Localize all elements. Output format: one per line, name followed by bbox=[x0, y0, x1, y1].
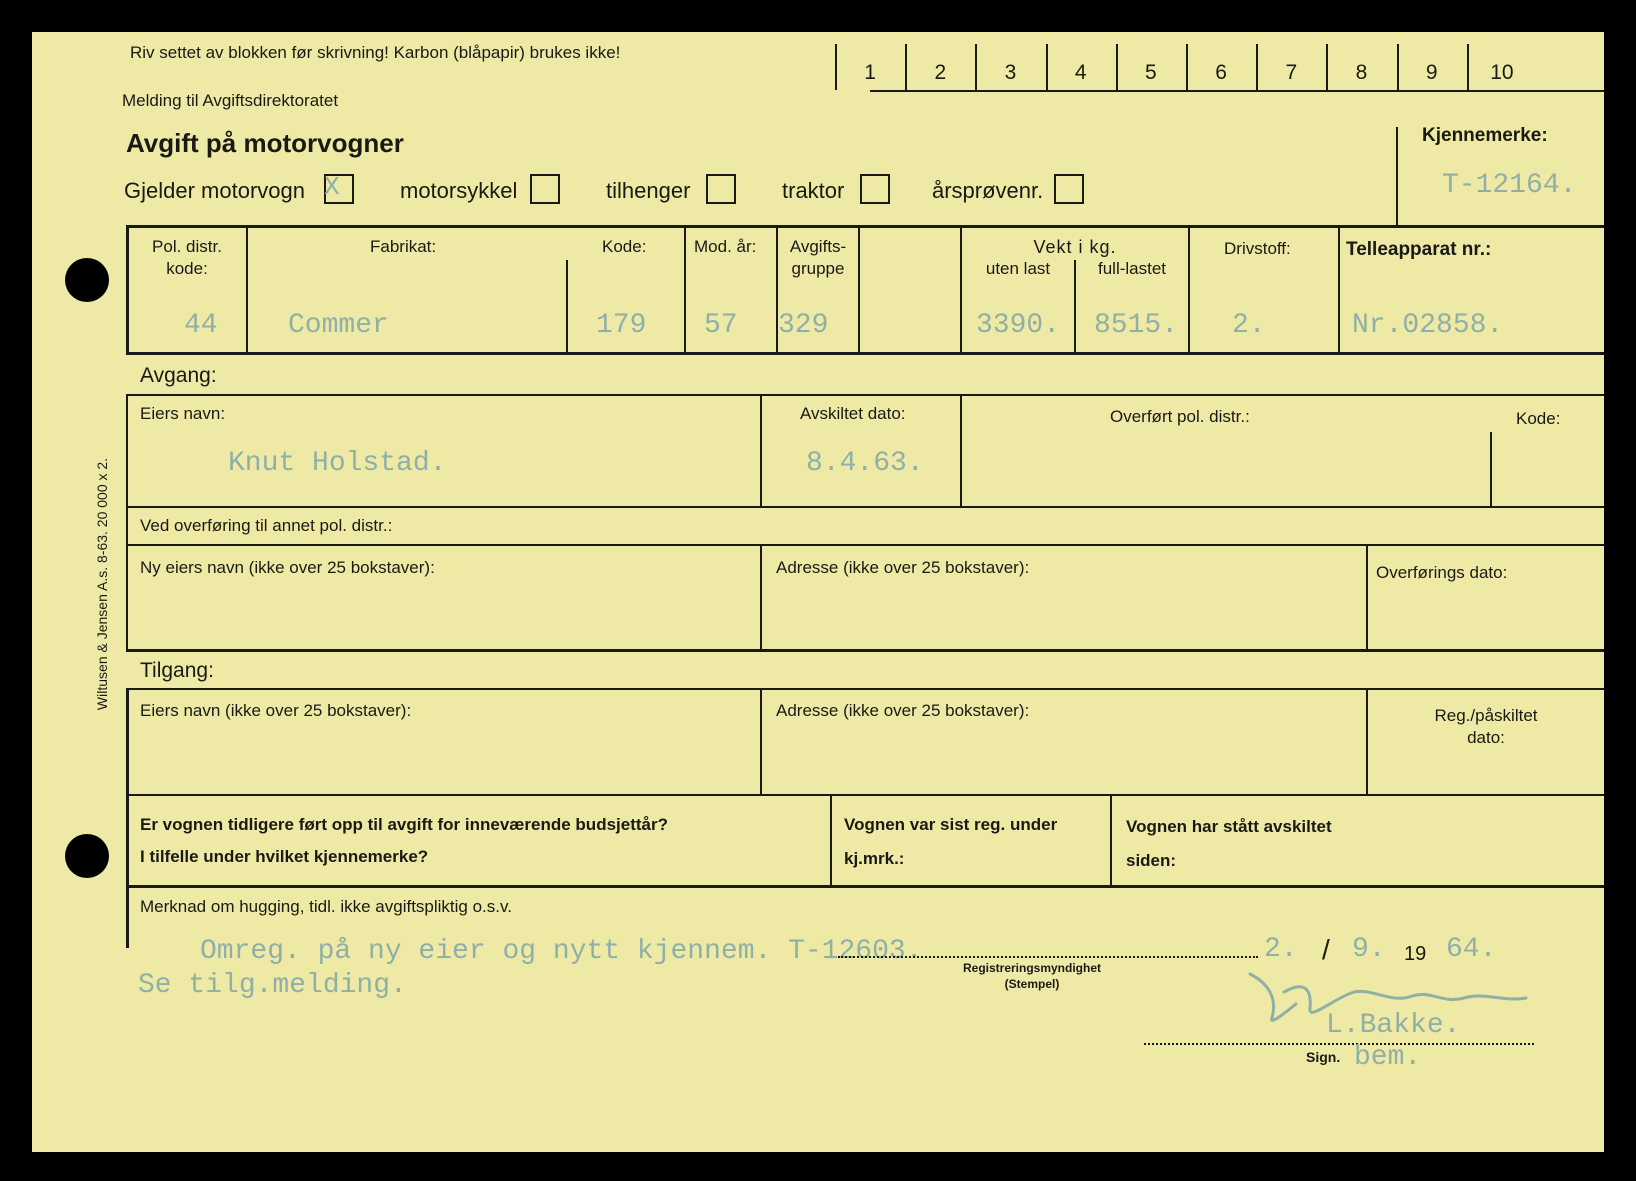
date-day: 2. bbox=[1264, 934, 1298, 965]
mod-value: 57 bbox=[704, 310, 738, 341]
tilhenger-label: tilhenger bbox=[606, 178, 691, 203]
number-cell: 4 bbox=[1074, 61, 1087, 84]
number-cell: 9 bbox=[1425, 61, 1438, 84]
number-cell: 10 bbox=[1490, 61, 1514, 84]
merknad-label: Merknad om hugging, tidl. ikke avgiftspliktig o.s.v. bbox=[140, 897, 512, 916]
date-year: 64. bbox=[1446, 934, 1497, 965]
avgang-adresse-label: Adresse (ikke over 25 bokstaver): bbox=[776, 558, 1030, 577]
fabrikat-value: Commer bbox=[288, 310, 389, 341]
punch-hole-bottom bbox=[65, 834, 109, 878]
merknad-line-2: Se tilg.melding. bbox=[138, 970, 407, 1001]
kjennemerke-value: T-12164. bbox=[1442, 170, 1577, 201]
full-label: full-lastet bbox=[1097, 259, 1167, 278]
number-cell: 7 bbox=[1285, 61, 1298, 84]
ved-overforing-label: Ved overføring til annet pol. distr.: bbox=[140, 516, 393, 535]
avskiltet-value: 8.4.63. bbox=[806, 448, 924, 479]
drivstoff-label: Drivstoff: bbox=[1224, 239, 1291, 258]
pol-label-2: kode: bbox=[166, 259, 208, 278]
registrering-label-1: Registreringsmyndighet bbox=[962, 961, 1102, 975]
avgang-eier-label: Eiers navn: bbox=[140, 404, 226, 423]
question-1-line-2: I tilfelle under hvilket kjennemerke? bbox=[140, 847, 429, 866]
tilgang-heading: Tilgang: bbox=[140, 659, 214, 682]
side-print: Wiltusen & Jensen A.s. 8-63. 20 000 x 2. bbox=[94, 457, 110, 711]
avgang-heading: Avgang: bbox=[140, 364, 217, 387]
signature-name: L.Bakke. bbox=[1326, 1010, 1461, 1041]
registrering-label-2: (Stempel) bbox=[1004, 977, 1060, 991]
question-2-line-1: Vognen var sist reg. under bbox=[844, 815, 1058, 834]
fabrikat-label: Fabrikat: bbox=[370, 237, 437, 256]
kode-label: Kode: bbox=[602, 237, 647, 256]
tilhenger-checkbox[interactable] bbox=[706, 174, 736, 204]
number-cell: 3 bbox=[1004, 61, 1017, 84]
instruction-text: Riv settet av blokken før skrivning! Karbon (blåpapir) brukes ikke! bbox=[130, 43, 621, 62]
tilgang-adresse-label: Adresse (ikke over 25 bokstaver): bbox=[776, 701, 1030, 720]
reg-paskiltet-label-2: dato: bbox=[1467, 728, 1505, 747]
date-month: 9. bbox=[1352, 934, 1386, 965]
sign-label: Sign. bbox=[1306, 1049, 1341, 1065]
ny-eier-label: Ny eiers navn (ikke over 25 bokstaver): bbox=[140, 558, 435, 577]
avgift-label-2: gruppe bbox=[791, 259, 845, 278]
motorvogn-mark: X bbox=[324, 172, 340, 202]
avgift-value: 329 bbox=[778, 310, 829, 341]
question-2-line-2: kj.mrk.: bbox=[844, 849, 905, 868]
date-separator: / bbox=[1322, 934, 1330, 965]
form-title: Avgift på motorvogner bbox=[126, 128, 404, 158]
merknad-line-1: Omreg. på ny eier og nytt kjennem. T-12603. bbox=[200, 936, 923, 967]
reg-paskiltet-label-1: Reg./påskiltet bbox=[1434, 706, 1538, 725]
gjelder-label: Gjelder motorvogn bbox=[124, 178, 305, 203]
tilgang-eier-label: Eiers navn (ikke over 25 bokstaver): bbox=[140, 701, 412, 720]
question-3-line-1: Vognen har stått avskiltet bbox=[1126, 817, 1332, 836]
avgang-eier-value: Knut Holstad. bbox=[228, 448, 447, 479]
date-century: 19 bbox=[1404, 943, 1427, 965]
melding-text: Melding til Avgiftsdirektoratet bbox=[122, 91, 339, 110]
traktor-checkbox[interactable] bbox=[860, 174, 890, 204]
kjennemerke-label: Kjennemerke: bbox=[1422, 125, 1548, 146]
telle-value: Nr.02858. bbox=[1352, 310, 1504, 341]
avgang-kode-label: Kode: bbox=[1516, 409, 1561, 428]
number-cell: 2 bbox=[934, 61, 947, 84]
question-3-line-2: siden: bbox=[1126, 851, 1177, 870]
pol-label-1: Pol. distr. bbox=[152, 237, 222, 256]
mod-label: Mod. år: bbox=[694, 237, 757, 256]
full-value: 8515. bbox=[1094, 310, 1179, 341]
arsprovenr-checkbox[interactable] bbox=[1054, 174, 1084, 204]
overfort-label: Overført pol. distr.: bbox=[1110, 407, 1250, 426]
drivstoff-value: 2. bbox=[1232, 310, 1266, 341]
number-cell: 6 bbox=[1215, 61, 1227, 84]
number-cell: 1 bbox=[864, 61, 876, 84]
arsprovenr-label: årsprøvenr. bbox=[932, 178, 1044, 203]
uten-value: 3390. bbox=[976, 310, 1061, 341]
kode-value: 179 bbox=[596, 310, 647, 341]
motorsykkel-checkbox[interactable] bbox=[530, 174, 560, 204]
number-cell: 5 bbox=[1145, 61, 1157, 84]
vekt-label: Vekt i kg. bbox=[1033, 237, 1117, 257]
pol-value: 44 bbox=[184, 310, 218, 341]
number-cell: 8 bbox=[1355, 61, 1368, 84]
telle-label: Telleapparat nr.: bbox=[1346, 239, 1492, 260]
punch-hole-top bbox=[65, 258, 109, 302]
registration-card bbox=[32, 32, 1604, 1152]
avskiltet-label: Avskiltet dato: bbox=[800, 404, 906, 423]
traktor-label: traktor bbox=[782, 178, 845, 203]
motorsykkel-label: motorsykkel bbox=[400, 178, 518, 203]
bem-text: bem. bbox=[1354, 1042, 1422, 1073]
avgift-label-1: Avgifts- bbox=[789, 237, 847, 256]
question-1-line-1: Er vognen tidligere ført opp til avgift for inneværende budsjettår? bbox=[140, 815, 668, 834]
uten-label: uten last bbox=[985, 259, 1051, 278]
overforings-dato-label: Overførings dato: bbox=[1376, 563, 1508, 582]
